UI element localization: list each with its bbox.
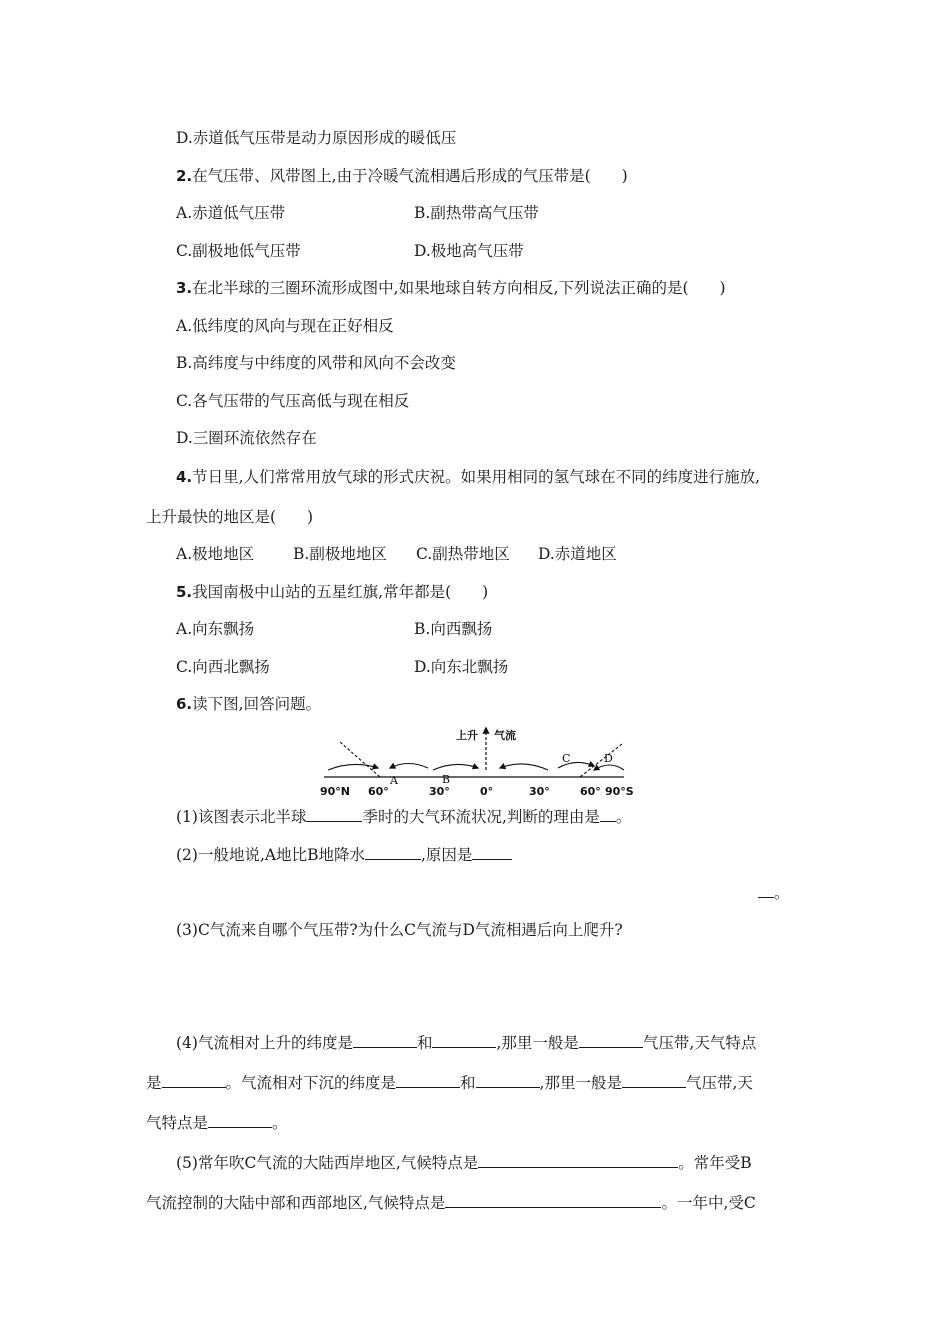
q5-option-b: B.向西飘扬 (414, 620, 493, 638)
cold-airflow-right (580, 744, 622, 777)
question-number: 2. (176, 167, 193, 185)
question-2 (176, 166, 628, 186)
q4-option-a: A.极地地区 (176, 545, 255, 563)
latitude-labels (320, 785, 634, 798)
q4-option-b: B.副极地地区 (293, 545, 387, 563)
latitude-label: 90°N (320, 785, 351, 798)
q6-part-4: (4)气流相对上升的纬度是 和 ,那里一般是 气压带,天气特点 (176, 1034, 757, 1052)
latitude-label: 60° (368, 785, 389, 798)
atmospheric-circulation-figure (318, 722, 634, 802)
answer-blank[interactable] (579, 1032, 643, 1048)
q5-option-c: C.向西北飘扬 (176, 658, 270, 676)
latitude-label: 30° (429, 785, 450, 798)
q6-part-3: (3)C气流来自哪个气压带?为什么C气流与D气流相遇后向上爬升? (176, 921, 623, 939)
polar-easterly-arrow-d (594, 765, 624, 770)
answer-blank[interactable] (353, 1032, 417, 1048)
q5-option-a: A.向东飘扬 (176, 620, 255, 638)
answer-blank[interactable] (472, 844, 512, 860)
question-5 (176, 582, 488, 602)
q4-stem-continued: 上升最快的地区是( ) (146, 508, 314, 526)
point-labels (389, 752, 613, 787)
question-stem: 节日里,人们常常用放气球的形式庆祝。如果用相同的氢气球在不同的纬度进行施放, (192, 468, 760, 486)
question-number: 5. (176, 583, 193, 601)
question-4 (176, 467, 760, 487)
q5-option-d: D.向东北飘扬 (414, 658, 509, 676)
answer-blank[interactable] (600, 806, 616, 822)
point-label-c: C (562, 752, 571, 765)
point-label-a: A (390, 774, 398, 787)
q3-option-c: C.各气压带的气压高低与现在相反 (176, 392, 410, 410)
latitude-label: 30° (529, 785, 550, 798)
question-3 (176, 278, 726, 298)
q2-option-d: D.极地高气压带 (414, 242, 524, 260)
q4-option-c: C.副热带地区 (416, 545, 510, 563)
answer-blank[interactable] (622, 1072, 686, 1088)
answer-blank[interactable] (365, 844, 421, 860)
rising-label: 上升 (456, 729, 478, 742)
latitude-label: 0° (480, 785, 494, 798)
trade-wind-arrow-south (500, 764, 548, 770)
question-number: 3. (176, 279, 193, 297)
q2-option-b: B.副热带高气压带 (414, 204, 539, 222)
q3-option-d: D.三圈环流依然存在 (176, 429, 317, 447)
latitude-label: 90°S (605, 785, 634, 798)
q2-option-c: C.副极地低气压带 (176, 242, 301, 260)
answer-blank[interactable] (396, 1072, 460, 1088)
question-6 (176, 694, 321, 714)
q2-option-a: A.赤道低气压带 (176, 204, 286, 222)
polar-easterly-arrow-left (390, 764, 428, 769)
q4-option-d: D.赤道地区 (538, 545, 617, 563)
q6-part-4-line3: 气特点是 。 (146, 1114, 288, 1132)
answer-blank[interactable] (445, 1192, 661, 1208)
latitude-label: 60° (580, 785, 601, 798)
q6-part-5: (5)常年吹C气流的大陆西岸地区,气候特点是 。常年受B (176, 1154, 752, 1172)
question-stem: 在北半球的三圈环流形成图中,如果地球自转方向相反,下列说法正确的是( ) (192, 279, 726, 297)
question-stem: 读下图,回答问题。 (192, 695, 322, 713)
q1-option-d: D.赤道低气压带是动力原因形成的暖低压 (176, 129, 457, 147)
question-stem: 在气压带、风带图上,由于冷暖气流相遇后形成的气压带是( ) (192, 167, 628, 185)
q6-part-1: (1)该图表示北半球 季时的大气环流状况,判断的理由是 。 (176, 808, 632, 826)
answer-blank[interactable] (758, 882, 774, 898)
q6-part-4-line2: 是 。气流相对下沉的纬度是 和 ,那里一般是 气压带,天 (146, 1074, 753, 1092)
answer-blank[interactable] (208, 1112, 272, 1128)
answer-blank[interactable] (432, 1032, 496, 1048)
answer-blank[interactable] (476, 1072, 540, 1088)
point-label-b: B (442, 773, 451, 786)
point-label-d: D (604, 752, 613, 765)
q3-option-b: B.高纬度与中纬度的风带和风向不会改变 (176, 354, 456, 372)
question-stem: 我国南极中山站的五星红旗,常年都是( ) (192, 583, 489, 601)
answer-blank[interactable] (306, 806, 362, 822)
cold-airflow-left (340, 742, 380, 777)
question-number: 4. (176, 468, 193, 486)
answer-blank[interactable] (162, 1072, 226, 1088)
question-number: 6. (176, 695, 193, 713)
airflow-label: 气流 (494, 729, 516, 742)
q6-part-2-end: 。 (758, 882, 790, 903)
trade-wind-arrow-b (433, 764, 478, 770)
answer-blank[interactable] (478, 1152, 678, 1168)
q3-option-a: A.低纬度的风向与现在正好相反 (176, 317, 394, 335)
q6-part-2: (2)一般地说,A地比B地降水 ,原因是 (176, 844, 512, 865)
q6-part-5-line2: 气流控制的大陆中部和西部地区,气候特点是 。一年中,受C (146, 1194, 756, 1212)
